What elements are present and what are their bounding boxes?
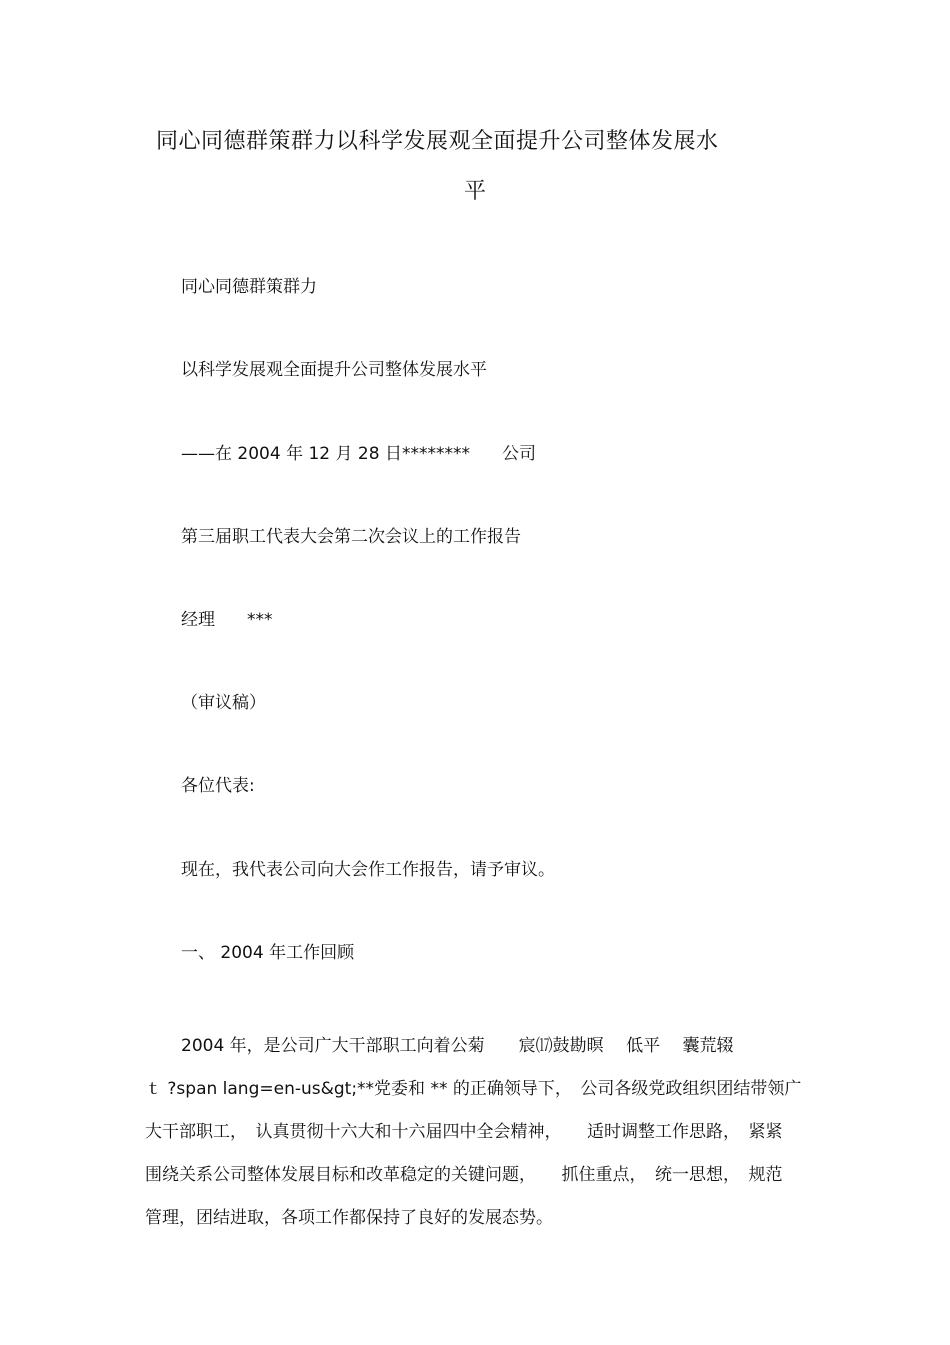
manager-name: ***	[247, 610, 273, 630]
body-line-1: 2004 年，是公司广大干部职工向着公菊 宸⒄鼓勘暝 低平 囊荒辍	[181, 1036, 734, 1056]
body-paragraph	[145, 1025, 807, 1240]
subtitle-2: 以科学发展观全面提升公司整体发展水平	[181, 360, 487, 380]
opening-paragraph: 现在，我代表公司向大会作工作报告，请予审议。	[181, 860, 555, 880]
draft-note: （审议稿）	[181, 693, 266, 713]
manager-label: 经理	[181, 610, 215, 630]
document-title-line-2: 平	[464, 179, 487, 204]
manager-line	[181, 609, 273, 631]
greeting: 各位代表:	[181, 776, 255, 796]
meeting-line: 第三届职工代表大会第二次会议上的工作报告	[181, 527, 521, 547]
body-line-3: 大干部职工， 认真贯彻十六大和十六届四中全会精神， 适时调整工作思路， 紧紧	[145, 1122, 783, 1142]
body-line-5: 管理，团结进取，各项工作都保持了良好的发展态势。	[145, 1208, 553, 1228]
body-line-4: 围绕关系公司整体发展目标和改革稳定的关键问题， 抓住重点， 统一思想， 规范	[145, 1165, 783, 1185]
subtitle-1: 同心同德群策群力	[181, 277, 317, 297]
section-1-heading: 一、 2004 年工作回顾	[181, 943, 355, 963]
body-line-2: ｔ ?span lang=en-us&gt;**党委和 ** 的正确领导下， 公司各级党政组织团结带领广	[145, 1079, 802, 1099]
document-title-line-1: 同心同德群策群力以科学发展观全面提升公司整体发展水	[156, 129, 719, 154]
dateline-prefix: ——在 2004 年 12 月 28 日********	[181, 444, 470, 464]
dateline	[181, 443, 536, 465]
dateline-suffix: 公司	[501, 444, 536, 464]
